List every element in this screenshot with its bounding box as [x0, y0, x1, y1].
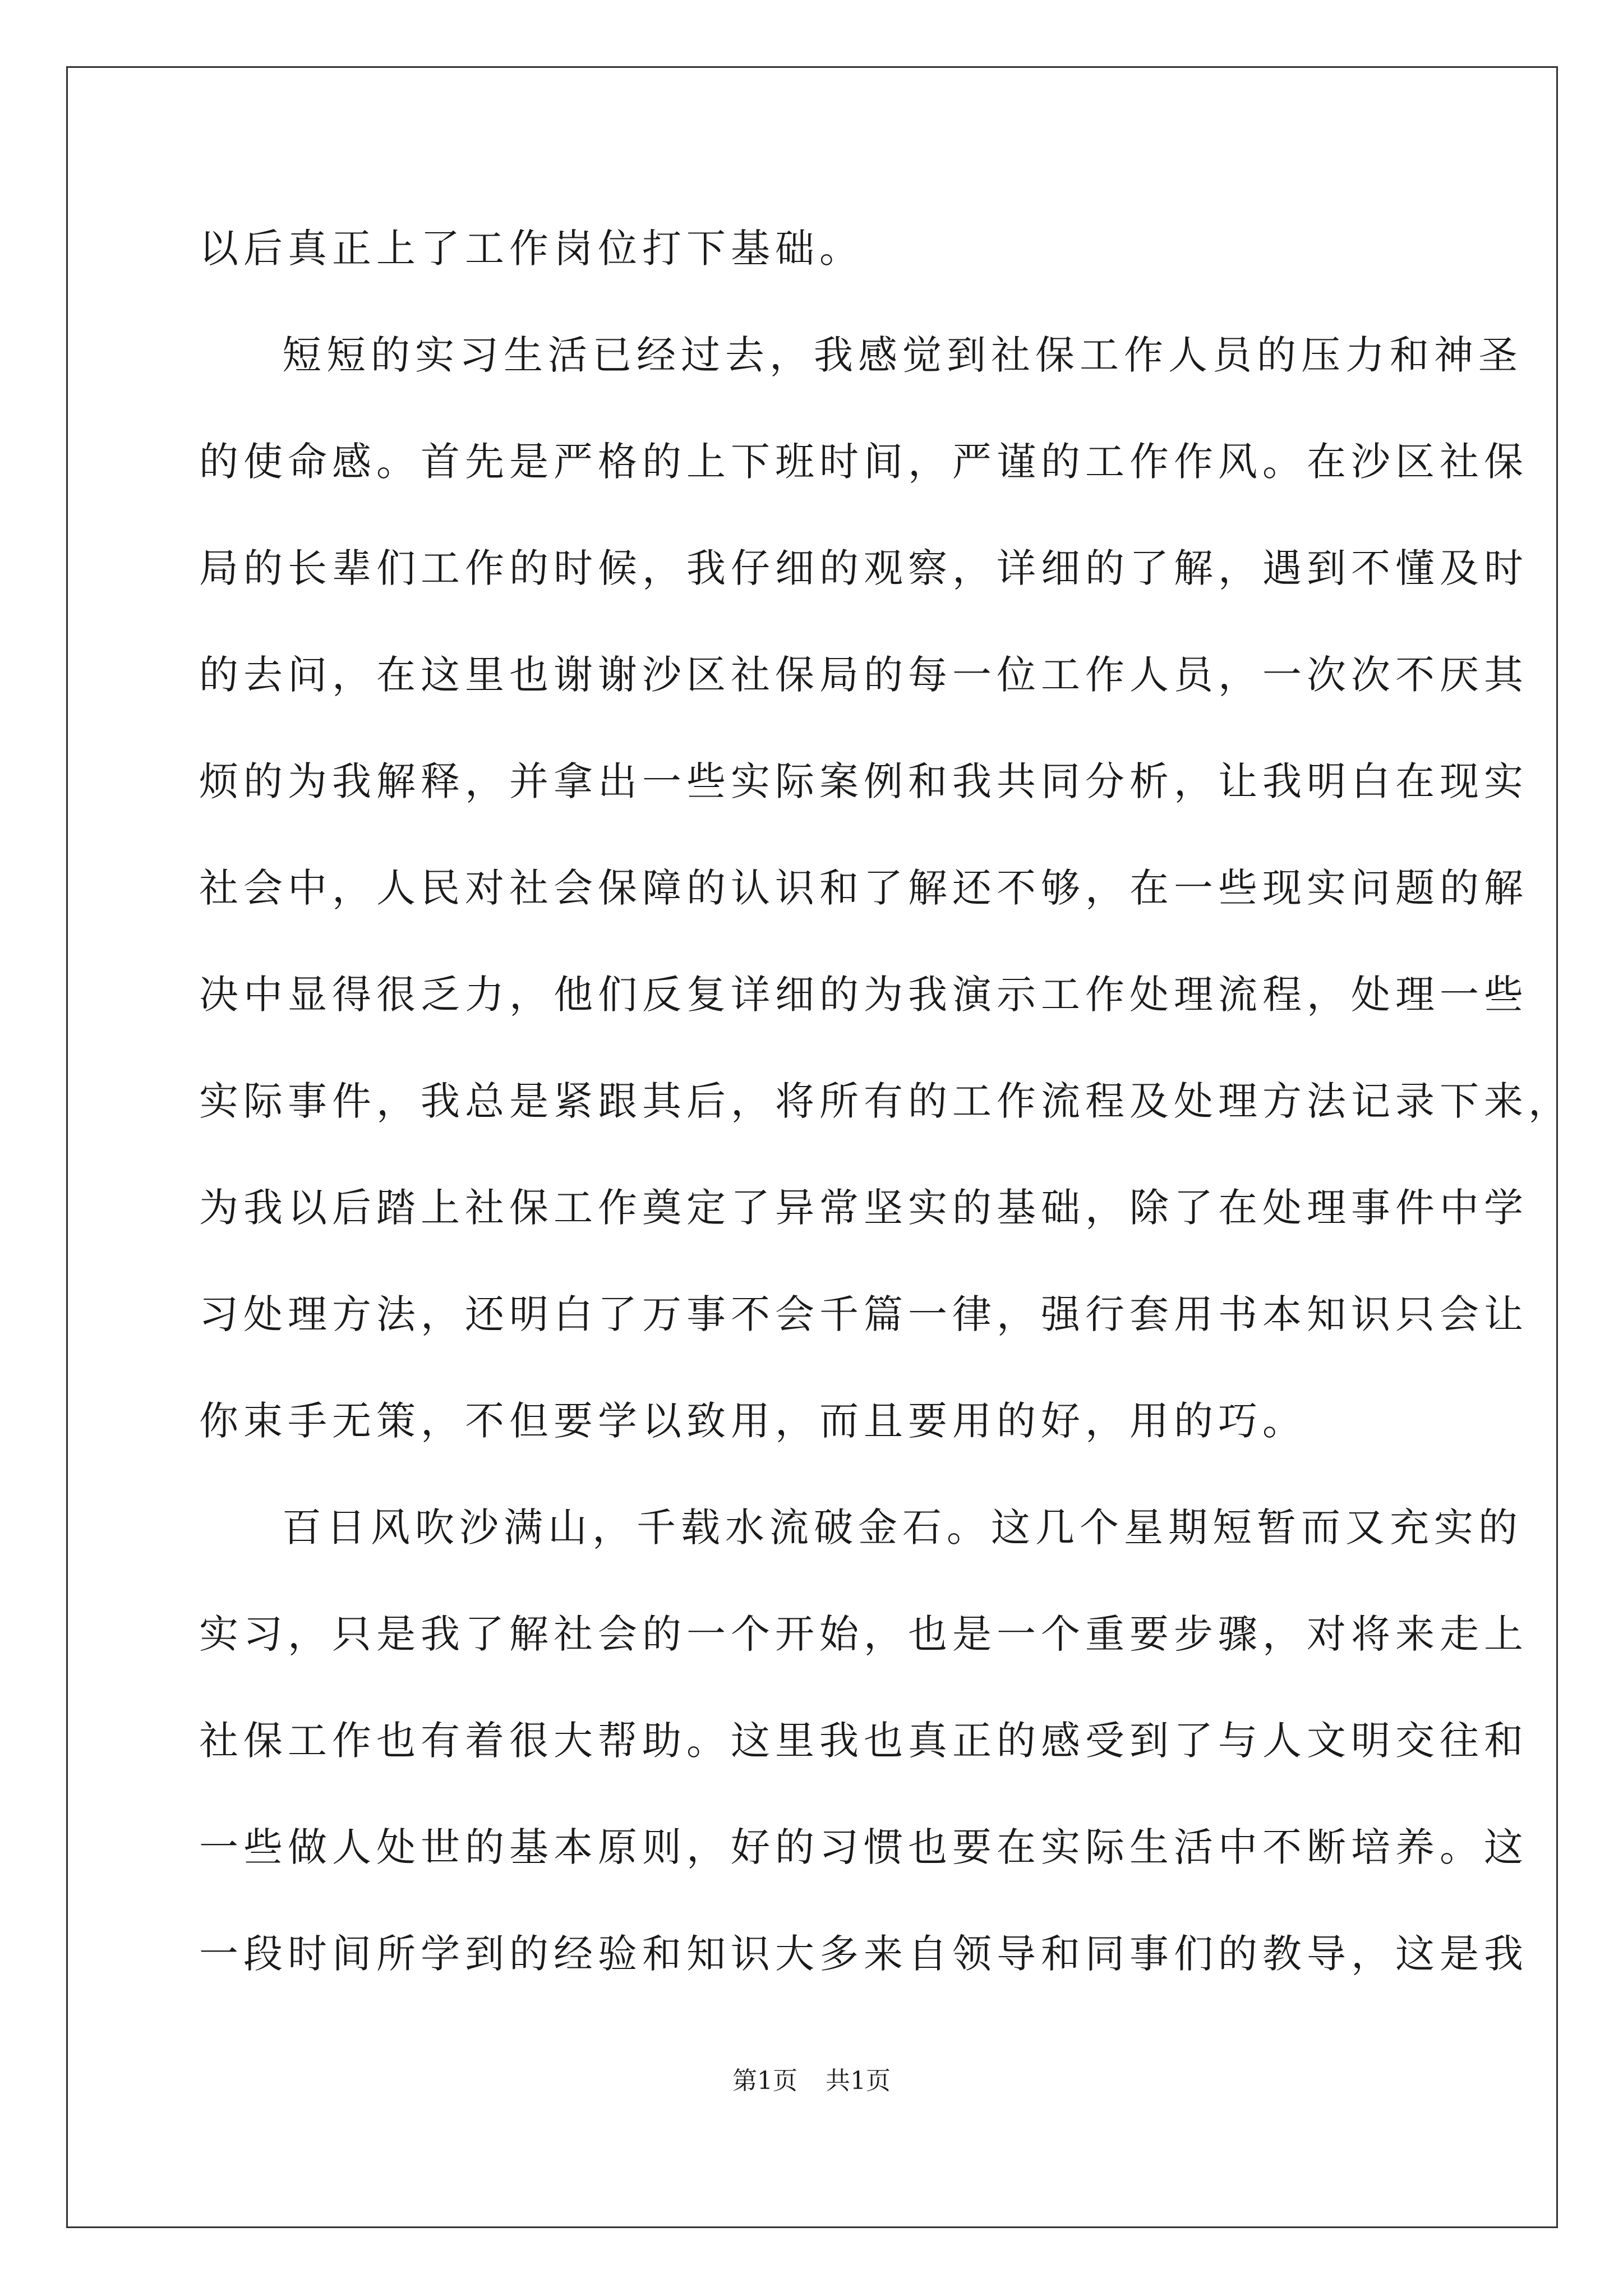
text-line: 决中显得很乏力，他们反复详细的为我演示工作处理流程，处理一些 [199, 972, 1528, 1018]
text-line: 的去问，在这里也谢谢沙区社保局的每一位工作人员，一次次不厌其 [199, 652, 1528, 698]
text-line: 短短的实习生活已经过去，我感觉到社保工作人员的压力和神圣 [282, 332, 1523, 378]
text-line: 一些做人处世的基本原则，好的习惯也要在实际生活中不断培养。这 [199, 1824, 1528, 1870]
text-line: 社会中，人民对社会保障的认识和了解还不够，在一些现实问题的解 [199, 865, 1528, 911]
text-line: 的使命感。首先是严格的上下班时间，严谨的工作作风。在沙区社保 [199, 439, 1528, 485]
text-line: 习处理方法，还明白了万事不会千篇一律，强行套用书本知识只会让 [199, 1291, 1528, 1337]
text-line: 实际事件，我总是紧跟其后，将所有的工作流程及处理方法记录下来， [199, 1078, 1573, 1124]
text-line: 百日风吹沙满山，千载水流破金石。这几个星期短暂而又充实的 [282, 1504, 1523, 1550]
text-line: 烦的为我解释，并拿出一些实际案例和我共同分析，让我明白在现实 [199, 758, 1528, 804]
text-line: 社保工作也有着很大帮助。这里我也真正的感受到了与人文明交往和 [199, 1718, 1528, 1764]
page-number-current: 第1页 [732, 2067, 797, 2095]
page-footer [0, 2064, 1623, 2098]
text-line: 你束手无策，不但要学以致用，而且要用的好，用的巧。 [199, 1398, 1307, 1444]
page-number-total: 共1页 [826, 2067, 891, 2095]
text-line: 局的长辈们工作的时候，我仔细的观察，详细的了解，遇到不懂及时 [199, 545, 1528, 591]
text-line: 为我以后踏上社保工作奠定了异常坚实的基础，除了在处理事件中学 [199, 1185, 1528, 1231]
text-line: 实习，只是我了解社会的一个开始，也是一个重要步骤，对将来走上 [199, 1611, 1528, 1657]
document-body [199, 195, 1573, 2007]
text-line: 一段时间所学到的经验和知识大多来自领导和同事们的教导，这是我 [199, 1931, 1528, 1977]
text-line: 以后真正上了工作岗位打下基础。 [199, 226, 864, 272]
